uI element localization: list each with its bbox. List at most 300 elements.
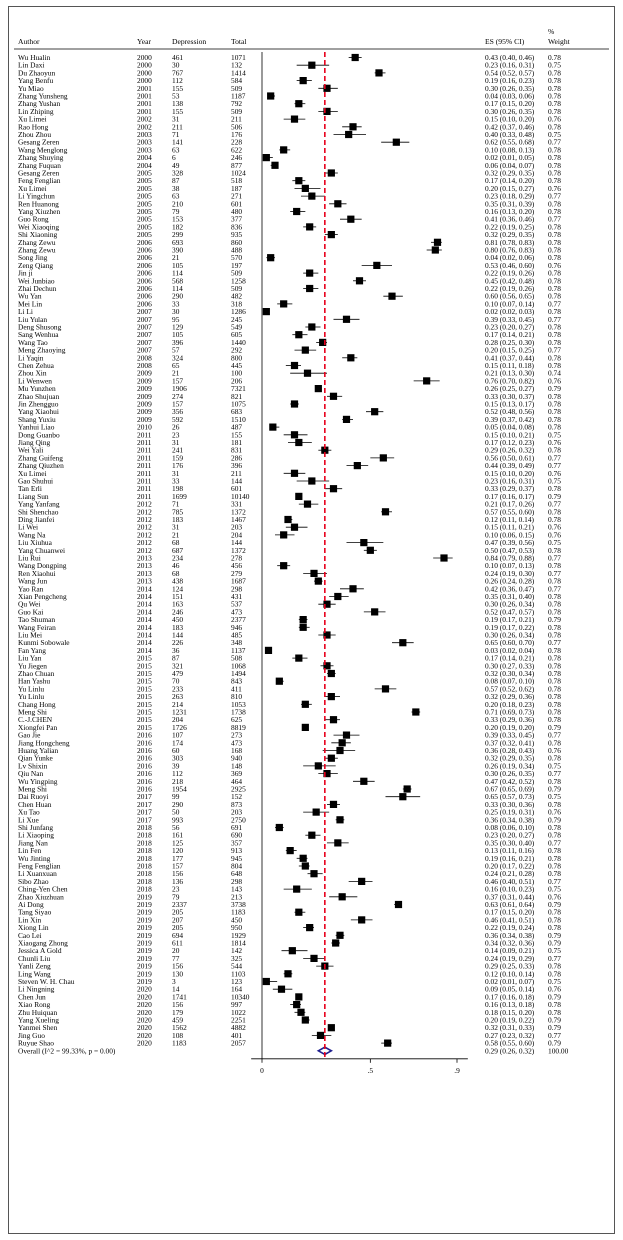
study-weight: 0.78: [548, 237, 561, 247]
study-es-ci: 0.17 (0.14, 0.21): [485, 653, 535, 663]
study-year: 2018: [137, 861, 152, 871]
effect-marker: [310, 955, 317, 962]
study-total: 873: [231, 799, 243, 809]
study-total: 132: [231, 60, 243, 70]
study-es-ci: 0.36 (0.34, 0.38): [485, 930, 535, 940]
study-year: 2007: [137, 322, 152, 332]
study-es-ci: 0.42 (0.37, 0.46): [485, 122, 535, 132]
study-row: [18, 584, 561, 593]
study-row: [18, 854, 561, 863]
study-row: [18, 523, 561, 532]
study-year: 2020: [137, 1030, 152, 1040]
study-total: 821: [231, 391, 243, 401]
study-row: [18, 107, 561, 116]
study-es-ci: 0.30 (0.26, 0.35): [485, 106, 535, 116]
study-es-ci: 0.23 (0.20, 0.27): [485, 830, 535, 840]
study-author: Li Wenwen: [18, 376, 52, 386]
study-weight: 0.78: [548, 676, 561, 686]
effect-marker: [284, 970, 291, 977]
study-year: 2020: [137, 992, 152, 1002]
study-weight: 0.78: [548, 853, 561, 863]
study-row: [18, 900, 561, 909]
study-depression: 163: [172, 599, 184, 609]
study-year: 2014: [137, 592, 152, 601]
effect-marker: [328, 1024, 335, 1031]
study-weight: 0.78: [548, 253, 561, 263]
study-weight: 0.78: [548, 869, 561, 879]
study-year: 2005: [137, 222, 152, 232]
study-depression: 125: [172, 838, 184, 848]
study-total: 877: [231, 160, 243, 170]
study-author: Xiong Lin: [18, 923, 49, 933]
study-author: Shang Yuxiu: [18, 414, 56, 424]
study-year: 2009: [137, 384, 152, 394]
study-year: 2017: [137, 792, 152, 802]
study-depression: 233: [172, 684, 184, 694]
effect-marker: [280, 300, 287, 307]
study-year: 2015: [137, 676, 152, 686]
study-weight: 0.77: [548, 461, 561, 471]
study-weight: 0.78: [548, 653, 561, 663]
study-total: 480: [231, 207, 243, 216]
study-weight: 0.78: [548, 699, 561, 709]
study-year: 2007: [137, 345, 152, 355]
study-row: [18, 831, 561, 840]
study-author: Lin Xin: [18, 915, 42, 925]
study-total: 622: [231, 145, 243, 155]
study-year: 2020: [137, 984, 152, 994]
effect-marker: [306, 924, 313, 931]
study-total: 152: [231, 792, 243, 802]
study-es-ci: 0.29 (0.25, 0.33): [485, 961, 535, 971]
study-total: 211: [231, 114, 242, 124]
study-year: 2009: [137, 391, 152, 401]
study-weight: 0.79: [548, 930, 561, 940]
study-row: [18, 669, 561, 678]
study-es-ci: 0.08 (0.07, 0.10): [485, 676, 535, 686]
study-weight: 0.75: [548, 792, 561, 802]
study-row: [18, 561, 561, 570]
study-es-ci: 0.15 (0.10, 0.21): [485, 430, 535, 440]
study-total: 473: [231, 607, 243, 617]
study-author: Ruyue Shao: [18, 1038, 54, 1048]
effect-marker: [440, 554, 447, 561]
study-row: [18, 130, 561, 139]
study-author: Guo Rong: [18, 214, 49, 224]
study-total: 1467: [231, 515, 246, 524]
study-year: 2014: [137, 622, 152, 632]
study-year: 2015: [137, 653, 152, 663]
study-author: Jessica A Gold: [18, 946, 62, 956]
study-weight: 0.75: [548, 977, 561, 986]
effect-marker: [289, 947, 296, 954]
study-total: 860: [231, 237, 243, 247]
study-year: 2015: [137, 669, 152, 678]
study-author: Rao Hong: [18, 122, 49, 132]
effect-marker: [293, 1001, 300, 1008]
study-es-ci: 0.35 (0.31, 0.40): [485, 592, 535, 601]
study-weight: 0.78: [548, 599, 561, 609]
study-depression: 1906: [172, 384, 187, 394]
study-es-ci: 0.67 (0.65, 0.69): [485, 784, 535, 794]
effect-marker: [354, 462, 361, 469]
study-author: Yao Ran: [18, 584, 44, 594]
study-weight: 0.78: [548, 830, 561, 840]
study-es-ci: 0.84 (0.79, 0.88): [485, 553, 535, 563]
study-year: 2015: [137, 692, 152, 702]
study-total: 168: [231, 746, 243, 755]
study-depression: 303: [172, 753, 184, 763]
study-es-ci: 0.23 (0.18, 0.29): [485, 191, 535, 201]
study-author: Yanhui Liao: [18, 422, 55, 432]
study-row: [18, 869, 561, 878]
study-total: 286: [231, 453, 243, 463]
study-author: Zhou Zhou: [18, 130, 52, 139]
study-depression: 198: [172, 484, 184, 494]
study-es-ci: 0.03 (0.02, 0.04): [485, 645, 535, 655]
study-author: Wu Yan: [18, 291, 42, 301]
effect-marker: [404, 785, 411, 792]
study-row: [18, 515, 561, 524]
study-weight: 0.78: [548, 1000, 561, 1010]
study-weight: 0.75: [548, 538, 561, 548]
study-year: 2001: [137, 91, 152, 101]
study-es-ci: 0.41 (0.36, 0.46): [485, 214, 535, 224]
study-depression: 3: [172, 977, 176, 986]
study-weight: 0.78: [548, 99, 561, 109]
study-depression: 174: [172, 738, 184, 748]
effect-marker: [302, 1016, 309, 1023]
column-headers: [18, 27, 571, 46]
study-es-ci: 0.81 (0.78, 0.83): [485, 237, 535, 247]
effect-marker: [434, 239, 441, 246]
study-year: 2016: [137, 746, 152, 755]
effect-marker: [334, 839, 341, 846]
study-es-ci: 0.24 (0.21, 0.28): [485, 869, 535, 879]
study-depression: 611: [172, 938, 183, 948]
study-year: 2016: [137, 753, 152, 763]
study-row: [18, 392, 561, 401]
study-author: Yang Benfu: [18, 76, 54, 86]
study-author: Yanli Zeng: [18, 961, 51, 971]
study-es-ci: 0.13 (0.11, 0.16): [485, 846, 534, 856]
study-depression: 211: [172, 122, 183, 132]
study-author: Gesang Zeren: [18, 137, 60, 147]
study-year: 2006: [137, 284, 152, 293]
study-depression: 299: [172, 230, 184, 240]
study-row: [18, 638, 561, 647]
study-total: 1286: [231, 307, 246, 317]
study-year: 2000: [137, 68, 152, 78]
study-author: Wu Yingping: [18, 776, 58, 786]
study-depression: 129: [172, 322, 184, 332]
study-total: 935: [231, 230, 243, 240]
study-depression: 214: [172, 699, 184, 709]
effect-marker: [330, 801, 337, 808]
effect-marker: [291, 362, 298, 369]
study-depression: 36: [172, 645, 180, 655]
study-depression: 328: [172, 168, 184, 178]
study-row: [18, 623, 561, 632]
study-depression: 30: [172, 307, 180, 317]
study-total: 601: [231, 484, 243, 494]
study-author: Zhang Yushan: [18, 99, 61, 109]
study-weight: 0.78: [548, 861, 561, 871]
header-weight-symbol: %: [548, 27, 555, 36]
study-weight: 0.77: [548, 137, 561, 147]
study-year: 2018: [137, 853, 152, 863]
study-es-ci: 0.65 (0.57, 0.73): [485, 792, 535, 802]
effect-marker: [287, 847, 294, 854]
study-depression: 246: [172, 607, 184, 617]
study-depression: 396: [172, 337, 184, 347]
study-year: 2006: [137, 237, 152, 247]
study-year: 2012: [137, 515, 152, 524]
study-weight: 0.77: [548, 299, 561, 309]
study-es-ci: 0.23 (0.16, 0.31): [485, 476, 535, 486]
study-year: 2019: [137, 915, 152, 925]
study-weight: 0.77: [548, 638, 561, 648]
study-author: Meng Shi: [18, 707, 47, 717]
study-author: Zhou Xin: [18, 368, 47, 378]
study-total: 1929: [231, 930, 246, 940]
study-depression: 130: [172, 969, 184, 979]
effect-marker: [302, 347, 309, 354]
study-year: 2020: [137, 1007, 152, 1017]
effect-marker: [271, 162, 278, 169]
study-total: 8819: [231, 722, 246, 732]
study-weight: 0.78: [548, 322, 561, 332]
study-depression: 210: [172, 199, 184, 209]
study-depression: 241: [172, 445, 184, 455]
study-author: Li Xuanxuan: [18, 869, 57, 879]
study-author: Qian Yunke: [18, 753, 53, 763]
effect-marker: [358, 878, 365, 885]
effect-marker: [313, 809, 320, 816]
study-row: [18, 885, 561, 894]
study-year: 2010: [137, 422, 152, 432]
study-es-ci: 0.02 (0.02, 0.03): [485, 307, 535, 317]
study-row: [18, 484, 561, 493]
study-es-ci: 0.15 (0.10, 0.20): [485, 114, 535, 124]
study-es-ci: 0.47 (0.42, 0.52): [485, 776, 535, 786]
study-weight: 0.78: [548, 222, 561, 232]
study-depression: 31: [172, 522, 180, 532]
study-depression: 161: [172, 830, 184, 840]
study-year: 2019: [137, 969, 152, 979]
study-es-ci: 0.30 (0.27, 0.33): [485, 661, 535, 671]
study-row: [18, 692, 561, 701]
study-year: 2019: [137, 907, 152, 917]
effect-marker: [315, 762, 322, 769]
effect-marker: [280, 562, 287, 569]
study-row: [18, 361, 561, 370]
study-year: 2019: [137, 961, 152, 971]
effect-marker: [306, 270, 313, 277]
study-row: [18, 299, 561, 308]
study-weight: 0.78: [548, 284, 561, 293]
study-es-ci: 0.39 (0.33, 0.45): [485, 730, 535, 740]
study-es-ci: 0.19 (0.17, 0.22): [485, 622, 535, 632]
effect-marker: [308, 323, 315, 330]
study-total: 2057: [231, 1038, 246, 1048]
study-row: [18, 369, 561, 378]
study-year: 2006: [137, 253, 152, 263]
study-row: [18, 315, 561, 324]
study-year: 2007: [137, 330, 152, 340]
study-total: 100: [231, 368, 243, 378]
study-es-ci: 0.32 (0.31, 0.33): [485, 1023, 535, 1033]
study-row: [18, 215, 561, 224]
study-year: 2018: [137, 876, 152, 886]
study-author: Zhang Shuying: [18, 153, 64, 163]
effect-marker: [328, 670, 335, 677]
effect-marker: [308, 62, 315, 69]
study-year: 2006: [137, 260, 152, 270]
study-row: [18, 269, 561, 278]
study-es-ci: 0.20 (0.15, 0.27): [485, 183, 535, 193]
study-total: 691: [231, 823, 243, 832]
study-depression: 138: [172, 99, 184, 109]
effect-marker: [375, 69, 382, 76]
study-es-ci: 0.37 (0.32, 0.41): [485, 738, 535, 748]
study-total: 1440: [231, 337, 246, 347]
study-year: 2018: [137, 884, 152, 894]
study-row: [18, 777, 561, 786]
study-total: 1075: [231, 399, 246, 409]
header-year: Year: [137, 37, 151, 46]
effect-marker: [295, 909, 302, 916]
study-weight: 0.78: [548, 268, 561, 278]
study-total: 1258: [231, 276, 246, 286]
study-depression: 79: [172, 207, 180, 216]
study-row: [18, 800, 561, 809]
study-total: 164: [231, 984, 243, 994]
study-row: [18, 261, 561, 270]
study-row: [18, 430, 561, 439]
study-depression: 324: [172, 353, 184, 363]
study-total: 843: [231, 676, 243, 686]
study-weight: 0.78: [548, 607, 561, 617]
study-depression: 1183: [172, 1038, 187, 1048]
study-author: Xu Limei: [18, 468, 47, 478]
study-total: 945: [231, 853, 243, 863]
study-weight: 0.79: [548, 992, 561, 1002]
study-weight: 0.78: [548, 622, 561, 632]
study-author: Liu Yulan: [18, 314, 48, 324]
effect-marker: [423, 377, 430, 384]
study-row: [18, 731, 561, 740]
study-year: 2016: [137, 761, 152, 771]
effect-marker: [304, 370, 311, 377]
study-row: [18, 400, 561, 409]
study-year: 2009: [137, 399, 152, 409]
study-depression: 57: [172, 345, 180, 355]
study-weight: 0.76: [548, 468, 561, 478]
study-row: [18, 715, 561, 724]
study-es-ci: 0.15 (0.10, 0.20): [485, 468, 535, 478]
study-row: [18, 738, 561, 747]
study-year: 2006: [137, 245, 152, 255]
study-author: Lv Shixin: [18, 761, 48, 771]
study-total: 2377: [231, 615, 246, 625]
study-total: 203: [231, 522, 243, 532]
study-weight: 0.78: [548, 707, 561, 717]
effect-marker: [295, 100, 302, 107]
study-weight: 0.78: [548, 414, 561, 424]
study-total: 206: [231, 376, 243, 386]
effect-marker: [302, 185, 309, 192]
study-author: Dai Ruoyi: [18, 792, 49, 802]
study-weight: 0.77: [548, 769, 561, 779]
study-total: 648: [231, 869, 243, 879]
study-year: 2018: [137, 846, 152, 856]
effect-marker: [349, 123, 356, 130]
study-es-ci: 0.21 (0.13, 0.30): [485, 368, 535, 378]
study-weight: 0.75: [548, 130, 561, 139]
study-year: 2013: [137, 576, 152, 586]
study-depression: 124: [172, 584, 184, 594]
study-total: 831: [231, 445, 243, 455]
study-year: 2011: [137, 430, 152, 440]
study-depression: 105: [172, 330, 184, 340]
study-depression: 112: [172, 769, 183, 779]
study-weight: 0.77: [548, 553, 561, 563]
study-total: 411: [231, 684, 242, 694]
effect-marker: [399, 793, 406, 800]
study-year: 2017: [137, 799, 152, 809]
study-total: 2925: [231, 784, 246, 794]
study-depression: 204: [172, 715, 184, 725]
study-row: [18, 1031, 561, 1040]
study-depression: 321: [172, 661, 184, 671]
study-weight: 0.78: [548, 407, 561, 417]
study-es-ci: 0.17 (0.16, 0.17): [485, 491, 535, 501]
study-year: 2020: [137, 1023, 152, 1033]
study-row: [18, 184, 561, 193]
effect-marker: [328, 755, 335, 762]
study-row: [18, 415, 561, 424]
study-author: Ren Huanong: [18, 199, 59, 209]
study-row: [18, 684, 561, 693]
study-year: 2013: [137, 553, 152, 563]
study-total: 181: [231, 438, 243, 447]
effect-marker: [382, 508, 389, 515]
study-weight: 0.75: [548, 430, 561, 440]
study-author: Steven W. H. Chau: [18, 977, 75, 986]
study-year: 2017: [137, 807, 152, 817]
study-weight: 0.75: [548, 946, 561, 956]
study-depression: 21: [172, 368, 180, 378]
study-row: [18, 985, 561, 994]
study-es-ci: 0.32 (0.29, 0.35): [485, 168, 535, 178]
study-total: 273: [231, 730, 243, 740]
study-total: 279: [231, 568, 243, 578]
study-es-ci: 0.33 (0.29, 0.37): [485, 484, 535, 494]
study-es-ci: 0.39 (0.33, 0.45): [485, 314, 535, 324]
study-row: [18, 792, 561, 801]
study-weight: 0.78: [548, 661, 561, 671]
study-row: [18, 84, 561, 93]
study-row: [18, 846, 561, 855]
study-author: Qu Wei: [18, 599, 41, 609]
study-author: Wang Tao: [18, 337, 48, 347]
study-weight: 0.78: [548, 168, 561, 178]
study-row: [18, 76, 561, 85]
study-author: Zhai Dechun: [18, 284, 57, 293]
study-row: [18, 915, 561, 924]
study-depression: 155: [172, 106, 184, 116]
